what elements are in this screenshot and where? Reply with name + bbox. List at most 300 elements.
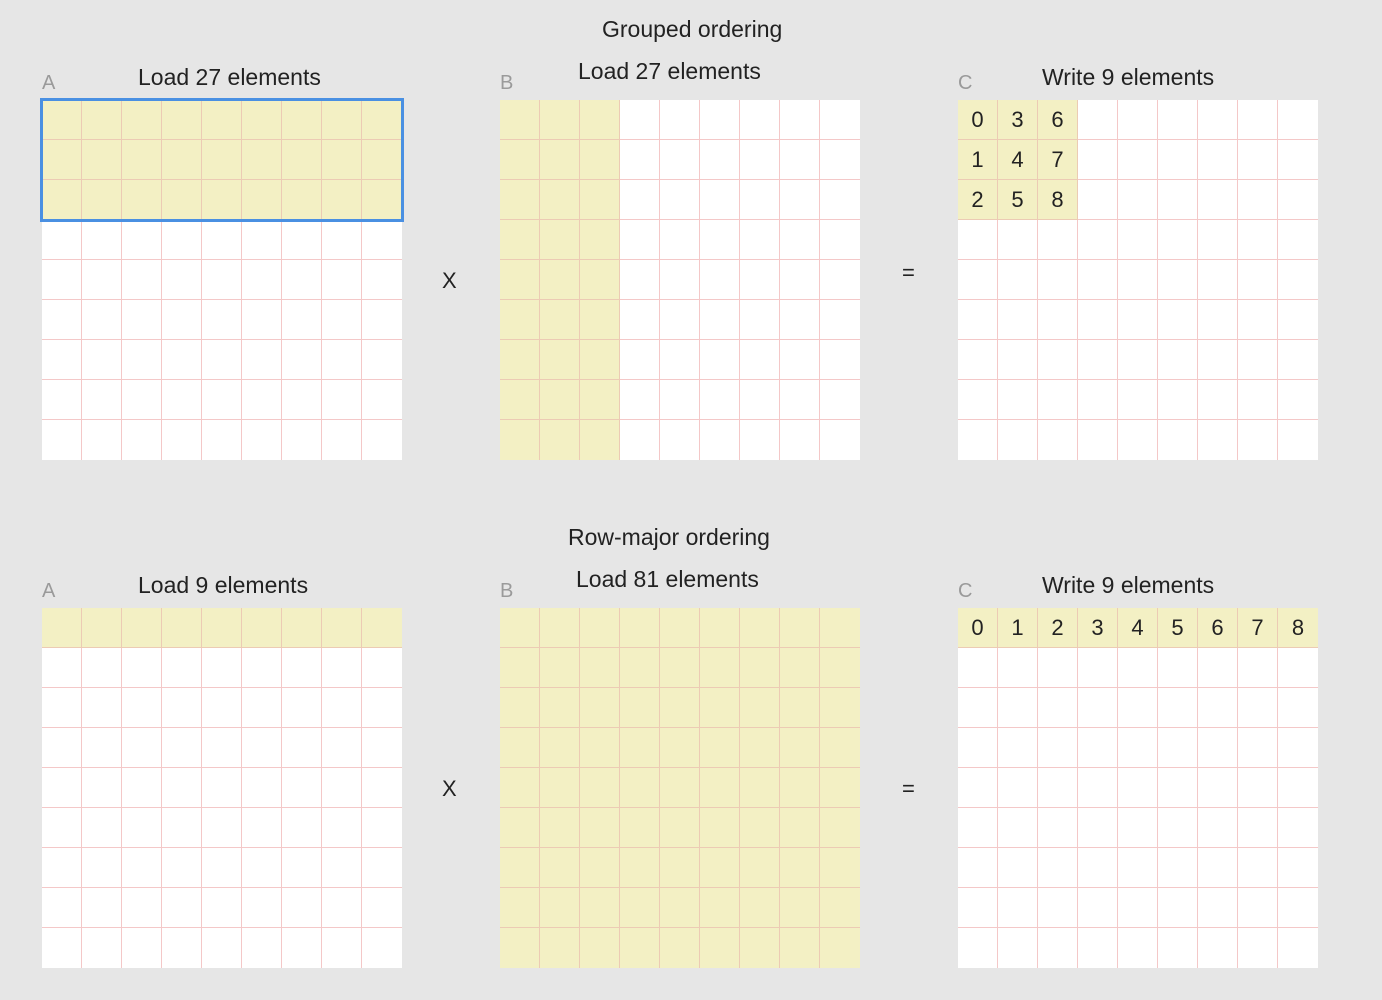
matrix-cell [580, 220, 620, 260]
matrix-cell [540, 888, 580, 928]
matrix-cell [740, 728, 780, 768]
matrix-cell [162, 300, 202, 340]
matrix-cell [1078, 928, 1118, 968]
matrix-cell [780, 100, 820, 140]
matrix-cell [660, 300, 700, 340]
matrix-cell [820, 648, 860, 688]
matrix-cell [540, 220, 580, 260]
matrix-cell [162, 220, 202, 260]
output-order-label: 8 [1038, 180, 1078, 220]
matrix-cell [580, 848, 620, 888]
matrix-cell [780, 380, 820, 420]
matrix-cell [580, 380, 620, 420]
matrix-cell [42, 380, 82, 420]
matrix-cell [540, 768, 580, 808]
matrix-cell [780, 888, 820, 928]
matrix-cell [1278, 928, 1318, 968]
matrix-cell [1238, 220, 1278, 260]
matrix-cell [162, 688, 202, 728]
matrix-cell [122, 928, 162, 968]
matrix-cell [42, 260, 82, 300]
matrix-cell [82, 648, 122, 688]
matrix-cell [1158, 848, 1198, 888]
matrix-cell [282, 768, 322, 808]
matrix-cell [42, 768, 82, 808]
matrix-cell [1158, 180, 1198, 220]
matrix-cell [780, 180, 820, 220]
output-order-label: 4 [1118, 608, 1158, 648]
matrix-cell [1238, 180, 1278, 220]
matrix-cell [162, 340, 202, 380]
matrix-cell [82, 768, 122, 808]
matrix-cell [1278, 100, 1318, 140]
matrix-cell [362, 420, 402, 460]
matrix-cell [202, 260, 242, 300]
matrix-cell [42, 648, 82, 688]
matrix-cell [362, 220, 402, 260]
matrix-cell [820, 300, 860, 340]
matrix-cell [500, 340, 540, 380]
matrix-cell [660, 808, 700, 848]
matrix-cell [1278, 688, 1318, 728]
grouped-title: Grouped ordering [602, 16, 783, 42]
matrix-cell [998, 220, 1038, 260]
matrix-cell [242, 608, 282, 648]
matrix-cell [1158, 648, 1198, 688]
matrix-cell [1278, 728, 1318, 768]
matrix-cell [740, 848, 780, 888]
matrix-cell [580, 928, 620, 968]
matrix-cell [1278, 768, 1318, 808]
output-order-label: 0 [958, 100, 998, 140]
matrix-cell [500, 688, 540, 728]
matrix-cell [998, 380, 1038, 420]
matrix-cell [122, 688, 162, 728]
output-order-label: 6 [1038, 100, 1078, 140]
output-order-label: 3 [1078, 608, 1118, 648]
matrix-cell [958, 260, 998, 300]
matrix-cell [202, 300, 242, 340]
matrix-cell [1118, 180, 1158, 220]
matrix-cell [1198, 300, 1238, 340]
rowmajor-matrix-b [500, 608, 860, 968]
matrix-cell [42, 688, 82, 728]
matrix-cell [1118, 380, 1158, 420]
matrix-cell [1238, 140, 1278, 180]
output-order-label: 5 [1158, 608, 1198, 648]
matrix-cell [1158, 808, 1198, 848]
matrix-cell [998, 420, 1038, 460]
matrix-cell [1198, 768, 1238, 808]
matrix-cell [740, 420, 780, 460]
output-order-label: 2 [958, 180, 998, 220]
matrix-cell [1038, 768, 1078, 808]
matrix-cell [1038, 728, 1078, 768]
matrix-cell [1238, 100, 1278, 140]
matrix-cell [82, 848, 122, 888]
matrix-cell [202, 888, 242, 928]
matrix-cell [242, 688, 282, 728]
matrix-cell [820, 260, 860, 300]
matrix-cell [700, 340, 740, 380]
matrix-cell [1158, 220, 1198, 260]
matrix-cell [780, 928, 820, 968]
matrix-cell [700, 140, 740, 180]
matrix-cell [780, 300, 820, 340]
matrix-cell [1118, 260, 1158, 300]
matrix-cell [1158, 380, 1198, 420]
matrix-cell [1078, 808, 1118, 848]
matrix-cell [1158, 100, 1198, 140]
matrix-cell [42, 728, 82, 768]
matrix-cell [1158, 260, 1198, 300]
matrix-cell [580, 420, 620, 460]
matrix-cell [1238, 928, 1278, 968]
matrix-cell [322, 220, 362, 260]
matrix-cell [1278, 808, 1318, 848]
matrix-cell [282, 648, 322, 688]
matrix-cell [700, 928, 740, 968]
matrix-cell [540, 420, 580, 460]
matrix-cell [620, 340, 660, 380]
matrix-cell [780, 728, 820, 768]
matrix-cell [660, 728, 700, 768]
matrix-cell [202, 808, 242, 848]
rowmajor-c-caption: Write 9 elements [1042, 572, 1215, 598]
matrix-cell [998, 848, 1038, 888]
matrix-cell [242, 420, 282, 460]
matrix-cell [660, 340, 700, 380]
matrix-cell [1038, 340, 1078, 380]
matrix-cell [242, 728, 282, 768]
matrix-cell [660, 380, 700, 420]
matrix-cell [1278, 888, 1318, 928]
matrix-cell [660, 888, 700, 928]
matrix-cell [1198, 140, 1238, 180]
matrix-cell [620, 928, 660, 968]
matrix-cell [202, 768, 242, 808]
matrix-cell [1158, 340, 1198, 380]
matrix-cell [1118, 420, 1158, 460]
matrix-cell [740, 768, 780, 808]
matrix-cell [282, 340, 322, 380]
matrix-cell [820, 608, 860, 648]
matrix-cell [1278, 380, 1318, 420]
matrix-cell [1118, 340, 1158, 380]
matrix-cell [700, 420, 740, 460]
matrix-cell [242, 340, 282, 380]
matrix-cell [242, 648, 282, 688]
matrix-cell [362, 768, 402, 808]
matrix-cell [740, 688, 780, 728]
matrix-cell [540, 648, 580, 688]
matrix-cell [322, 608, 362, 648]
matrix-cell [42, 848, 82, 888]
matrix-cell [242, 220, 282, 260]
matrix-cell [700, 848, 740, 888]
matrix-cell [500, 888, 540, 928]
matrix-cell [620, 608, 660, 648]
matrix-cell [540, 260, 580, 300]
matrix-cell [660, 928, 700, 968]
matrix-cell [162, 768, 202, 808]
matrix-cell [1198, 648, 1238, 688]
matrix-cell [958, 848, 998, 888]
matrix-cell [122, 848, 162, 888]
matrix-cell [202, 688, 242, 728]
matrix-cell [1038, 380, 1078, 420]
matrix-cell [1238, 260, 1278, 300]
matrix-cell [500, 100, 540, 140]
matrix-cell [740, 888, 780, 928]
matrix-cell [122, 380, 162, 420]
matrix-cell [660, 848, 700, 888]
matrix-cell [500, 848, 540, 888]
matrix-cell [700, 728, 740, 768]
matrix-cell [620, 140, 660, 180]
matrix-cell [700, 260, 740, 300]
matrix-cell [500, 728, 540, 768]
matrix-cell [660, 180, 700, 220]
matrix-cell [500, 180, 540, 220]
matrix-cell [500, 260, 540, 300]
matrix-cell [500, 928, 540, 968]
matrix-cell [1118, 888, 1158, 928]
matrix-cell [580, 100, 620, 140]
matrix-cell [1118, 928, 1158, 968]
matrix-cell [322, 340, 362, 380]
matrix-cell [122, 728, 162, 768]
matrix-cell [1198, 688, 1238, 728]
matrix-cell [780, 848, 820, 888]
rowmajor-title: Row-major ordering [568, 524, 770, 550]
matrix-cell [1278, 648, 1318, 688]
matrix-cell [362, 340, 402, 380]
matrix-cell [1078, 888, 1118, 928]
grouped-a-caption: Load 27 elements [138, 64, 321, 90]
matrix-cell [580, 648, 620, 688]
matrix-cell [1238, 380, 1278, 420]
matrix-cell [82, 688, 122, 728]
matrix-cell [998, 928, 1038, 968]
matrix-cell [1118, 808, 1158, 848]
matrix-cell [660, 420, 700, 460]
matrix-cell [700, 688, 740, 728]
matrix-cell [1278, 220, 1318, 260]
output-order-label: 7 [1238, 608, 1278, 648]
matrix-cell [202, 340, 242, 380]
matrix-cell [998, 728, 1038, 768]
matrix-cell [1238, 648, 1278, 688]
matrix-cell [1038, 888, 1078, 928]
matrix-cell [1238, 808, 1278, 848]
matrix-cell [242, 380, 282, 420]
matrix-cell [1118, 140, 1158, 180]
grouped-matrix-c [958, 100, 1318, 460]
matrix-cell [660, 688, 700, 728]
matrix-cell [540, 380, 580, 420]
matrix-cell [1078, 688, 1118, 728]
matrix-cell [322, 300, 362, 340]
matrix-cell [242, 300, 282, 340]
matrix-cell [540, 688, 580, 728]
matrix-cell [1278, 420, 1318, 460]
rowmajor-matrix-a [42, 608, 402, 968]
matrix-cell [122, 888, 162, 928]
matrix-cell [1278, 140, 1318, 180]
output-order-label: 6 [1198, 608, 1238, 648]
matrix-cell [162, 808, 202, 848]
matrix-cell [740, 100, 780, 140]
matrix-cell [1198, 220, 1238, 260]
matrix-cell [620, 420, 660, 460]
matrix-cell [42, 608, 82, 648]
matrix-cell [780, 768, 820, 808]
grouped-b-letter: B [500, 72, 514, 94]
matrix-cell [1038, 420, 1078, 460]
matrix-cell [362, 688, 402, 728]
matrix-cell [1278, 180, 1318, 220]
matrix-cell [1078, 420, 1118, 460]
matrix-cell [620, 380, 660, 420]
matrix-cell [1118, 768, 1158, 808]
matrix-cell [580, 300, 620, 340]
matrix-cell [322, 380, 362, 420]
matrix-cell [660, 140, 700, 180]
matrix-cell [958, 340, 998, 380]
matrix-cell [322, 420, 362, 460]
matrix-cell [202, 608, 242, 648]
matrix-cell [540, 808, 580, 848]
matrix-cell [322, 928, 362, 968]
matrix-cell [700, 608, 740, 648]
matrix-cell [740, 380, 780, 420]
matrix-cell [122, 340, 162, 380]
grouped-c-letter: C [958, 72, 973, 94]
matrix-cell [1238, 728, 1278, 768]
matrix-cell [700, 768, 740, 808]
matrix-cell [958, 728, 998, 768]
matrix-cell [998, 888, 1038, 928]
matrix-cell [122, 808, 162, 848]
matrix-cell [1118, 848, 1158, 888]
grouped-a-selection-box [40, 98, 404, 222]
output-order-label: 1 [998, 608, 1038, 648]
matrix-cell [540, 608, 580, 648]
matrix-cell [162, 380, 202, 420]
matrix-cell [122, 420, 162, 460]
matrix-cell [1238, 768, 1278, 808]
matrix-cell [500, 768, 540, 808]
matrix-cell [780, 808, 820, 848]
matrix-cell [580, 888, 620, 928]
matrix-cell [740, 608, 780, 648]
matrix-cell [740, 180, 780, 220]
matrix-cell [1158, 728, 1198, 768]
matrix-cell [282, 420, 322, 460]
grouped-c-caption: Write 9 elements [1042, 64, 1215, 90]
matrix-cell [1078, 180, 1118, 220]
matrix-cell [660, 608, 700, 648]
rowmajor-equals-sign: = [902, 776, 915, 801]
matrix-cell [780, 140, 820, 180]
matrix-cell [780, 260, 820, 300]
matrix-cell [1238, 300, 1278, 340]
matrix-cell [162, 420, 202, 460]
output-order-label: 8 [1278, 608, 1318, 648]
matrix-cell [740, 340, 780, 380]
matrix-cell [740, 808, 780, 848]
matrix-cell [42, 928, 82, 968]
matrix-cell [162, 608, 202, 648]
matrix-cell [1078, 260, 1118, 300]
matrix-cell [620, 300, 660, 340]
matrix-cell [42, 340, 82, 380]
matrix-cell [820, 340, 860, 380]
matrix-cell [1158, 888, 1198, 928]
matrix-cell [1198, 340, 1238, 380]
matrix-cell [820, 180, 860, 220]
matrix-cell [998, 648, 1038, 688]
matrix-cell [660, 220, 700, 260]
matrix-cell [362, 808, 402, 848]
matrix-cell [82, 608, 122, 648]
matrix-cell [282, 220, 322, 260]
matrix-cell [820, 688, 860, 728]
matrix-cell [500, 140, 540, 180]
output-order-label: 3 [998, 100, 1038, 140]
matrix-cell [580, 608, 620, 648]
matrix-cell [820, 220, 860, 260]
matrix-cell [242, 928, 282, 968]
grouped-a-letter: A [42, 72, 56, 94]
matrix-cell [1278, 848, 1318, 888]
matrix-cell [620, 728, 660, 768]
matrix-cell [620, 768, 660, 808]
matrix-cell [202, 220, 242, 260]
matrix-cell [660, 100, 700, 140]
rowmajor-c-letter: C [958, 580, 973, 602]
matrix-cell [1198, 420, 1238, 460]
matrix-cell [202, 420, 242, 460]
matrix-cell [1198, 928, 1238, 968]
matrix-cell [1158, 768, 1198, 808]
matrix-cell [500, 648, 540, 688]
matrix-cell [322, 648, 362, 688]
matrix-cell [820, 848, 860, 888]
matrix-cell [820, 140, 860, 180]
grouped-matrix-b [500, 100, 860, 460]
matrix-cell [1038, 808, 1078, 848]
matrix-cell [322, 260, 362, 300]
matrix-cell [958, 220, 998, 260]
matrix-cell [82, 380, 122, 420]
rowmajor-b-letter: B [500, 580, 514, 602]
matrix-cell [620, 180, 660, 220]
matrix-cell [780, 648, 820, 688]
matrix-cell [122, 220, 162, 260]
matrix-cell [700, 180, 740, 220]
matrix-cell [282, 888, 322, 928]
matrix-cell [580, 728, 620, 768]
matrix-cell [660, 260, 700, 300]
matrix-cell [42, 220, 82, 260]
matrix-cell [998, 300, 1038, 340]
matrix-cell [780, 420, 820, 460]
matrix-cell [1078, 380, 1118, 420]
matrix-cell [820, 100, 860, 140]
matrix-cell [322, 808, 362, 848]
